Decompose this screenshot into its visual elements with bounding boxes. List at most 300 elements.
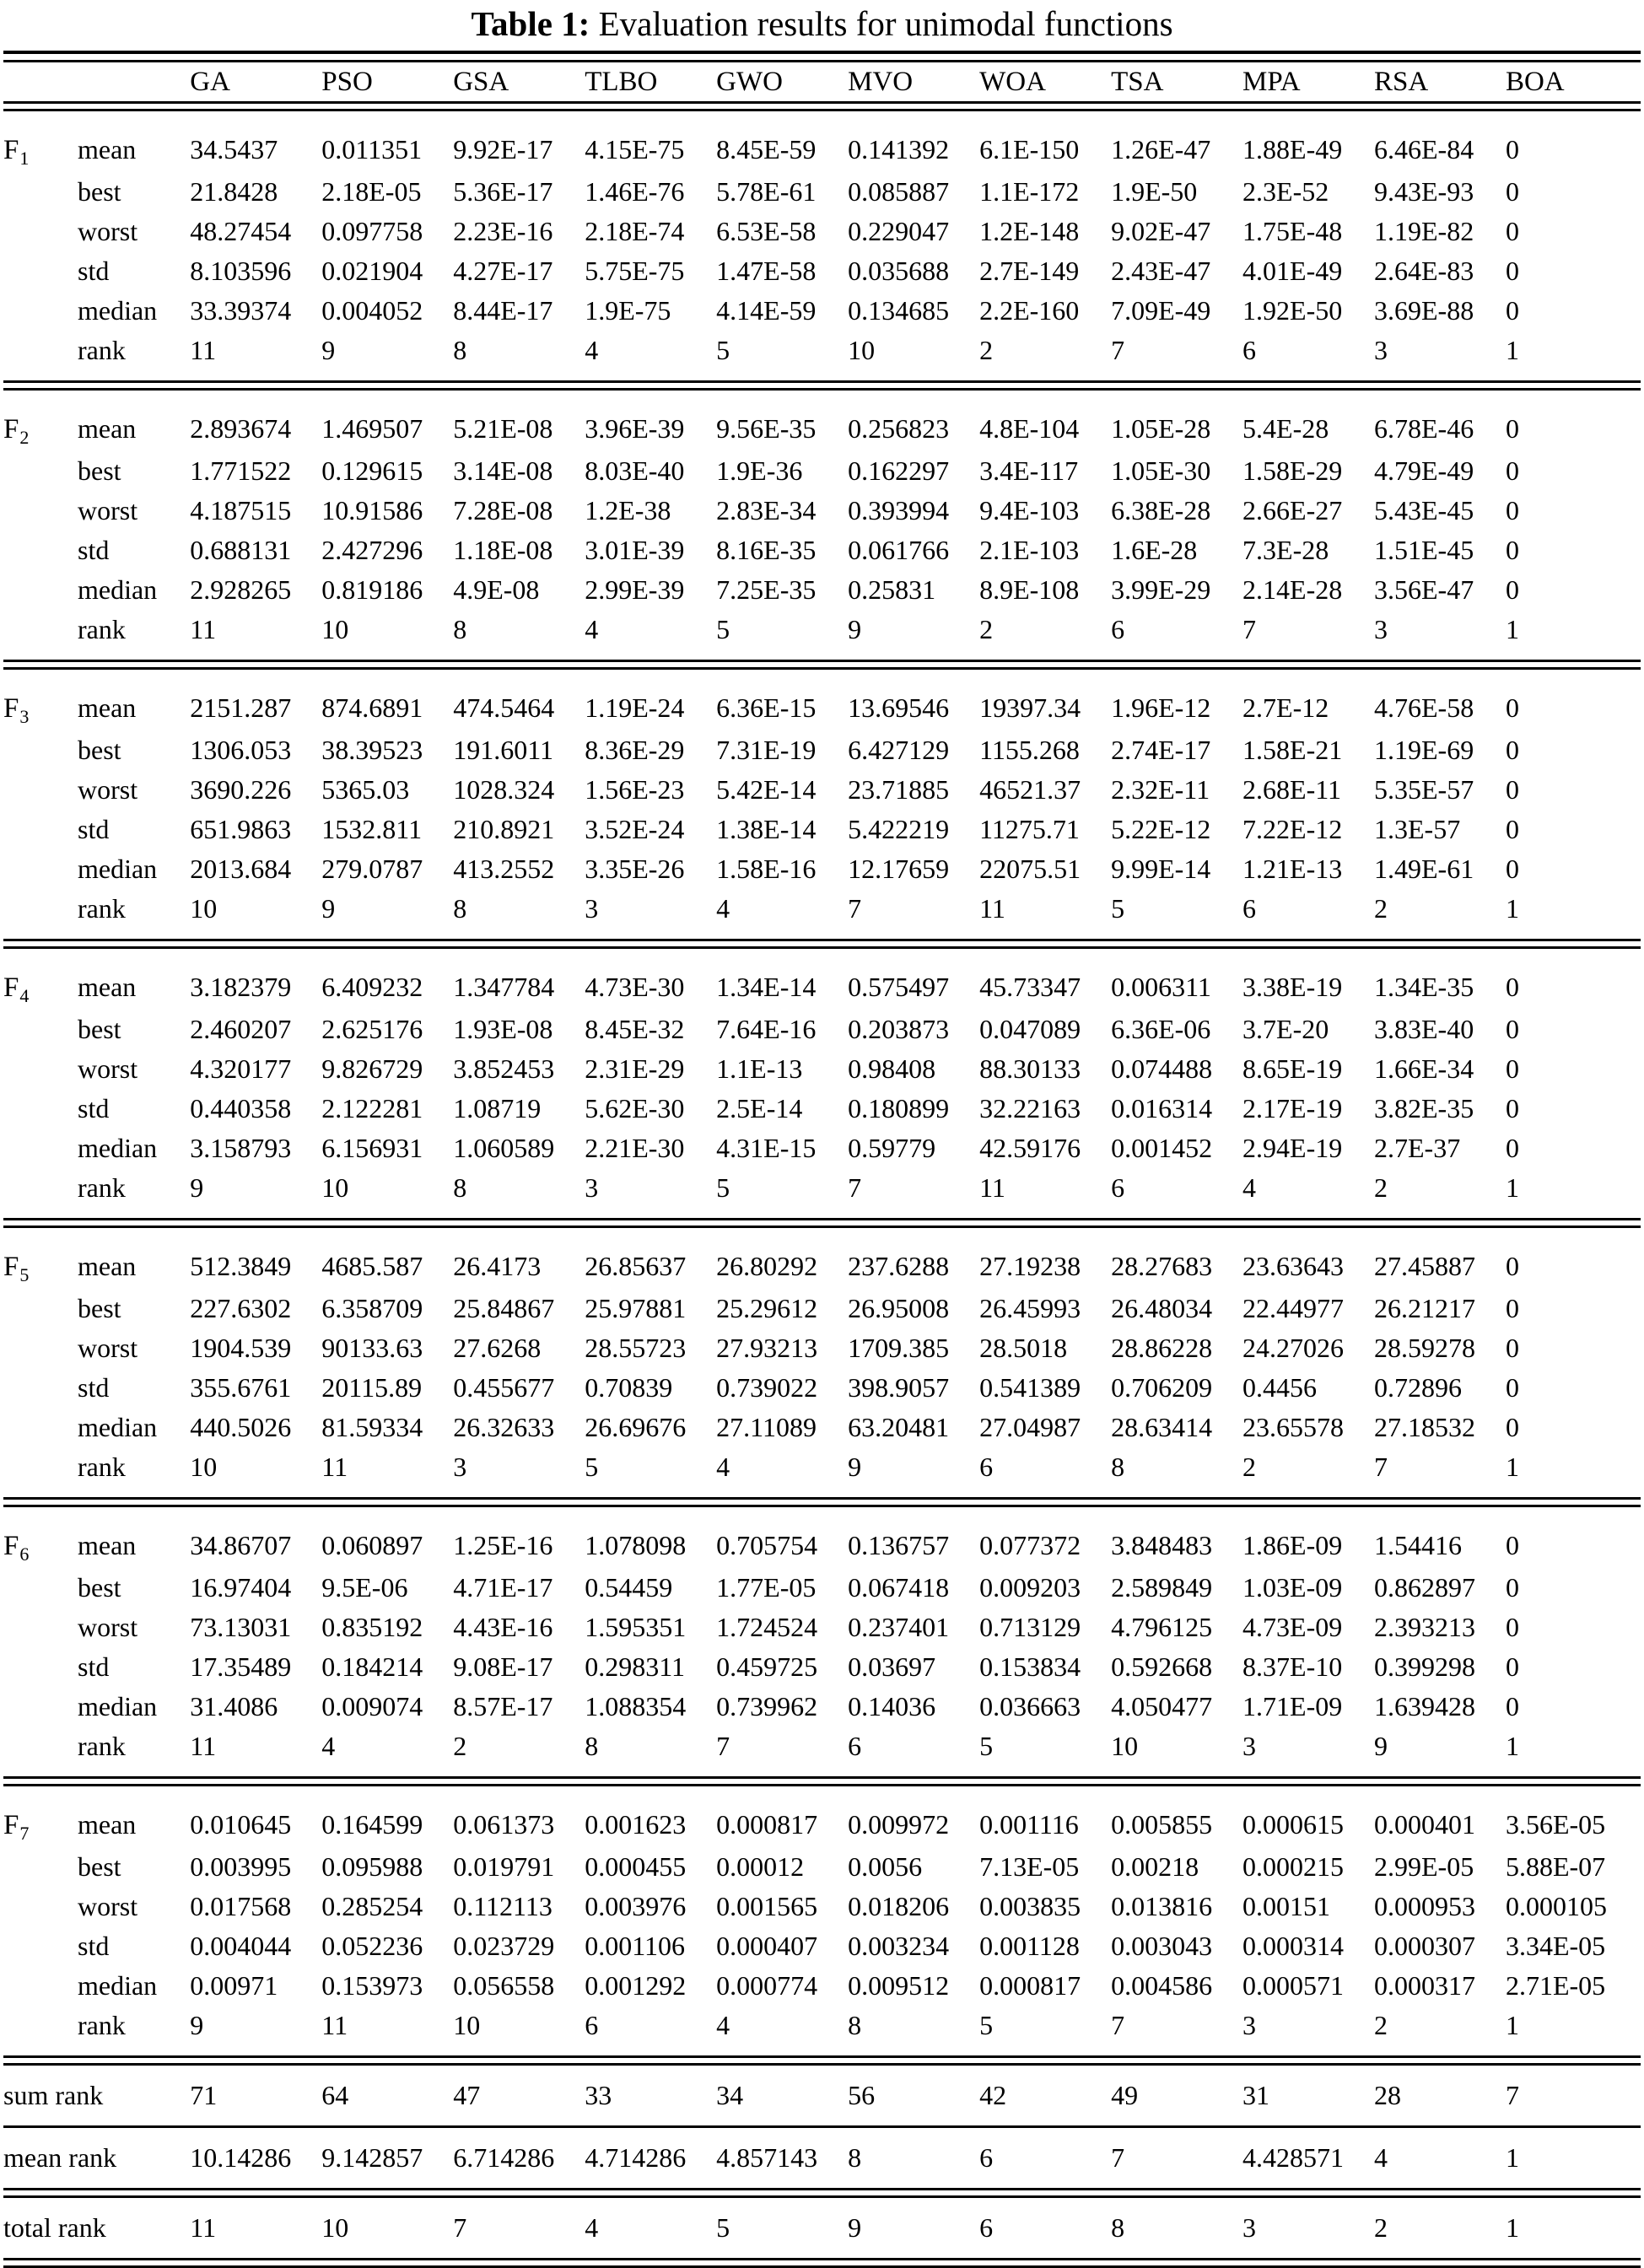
table-cell: 4.76E-58 xyxy=(1374,692,1474,723)
table-cell: 0 xyxy=(1505,1333,1519,1363)
function-name: F xyxy=(3,414,19,444)
table-cell: 1709.385 xyxy=(848,1333,950,1363)
table-cell: 0 xyxy=(1505,1093,1519,1123)
table-cell: 1.19E-24 xyxy=(585,692,685,723)
table-cell: 0.019791 xyxy=(453,1851,555,1882)
table-cell: 1.26E-47 xyxy=(1111,134,1211,164)
table-cell: 10 xyxy=(1111,1731,1139,1761)
table-cell: 10 xyxy=(190,1452,218,1482)
function-label xyxy=(3,688,78,730)
table-row xyxy=(3,770,1641,810)
table-cell: 0 xyxy=(1505,735,1519,765)
column-header-gwo: GWO xyxy=(716,67,783,97)
table-cell: 0.001565 xyxy=(716,1891,818,1921)
table-cell: 10.91586 xyxy=(321,495,423,525)
table-cell: 1.54416 xyxy=(1374,1530,1462,1560)
table-cell: 9 xyxy=(190,2010,204,2040)
table-cell: 3.35E-26 xyxy=(585,854,685,884)
table-cell: 4.14E-59 xyxy=(716,295,817,326)
table-cell: 8.45E-59 xyxy=(716,134,817,164)
table-cell: 0.023729 xyxy=(453,1931,555,1961)
table-row xyxy=(3,251,1641,291)
table-cell: 0.004052 xyxy=(321,295,423,326)
table-cell: 7 xyxy=(1374,1452,1388,1482)
table-cell: 27.11089 xyxy=(716,1412,817,1442)
table-cell: 7 xyxy=(716,1731,730,1761)
table-cell: 0.70839 xyxy=(585,1372,673,1403)
rule-cell xyxy=(3,382,1641,390)
table-cell: 48.27454 xyxy=(190,216,292,246)
table-cell: 28.55723 xyxy=(585,1333,687,1363)
summary-cell: 31 xyxy=(1242,2080,1270,2110)
summary-cell: 6.714286 xyxy=(453,2142,555,2173)
table-cell: 0.010645 xyxy=(190,1809,292,1840)
table-row xyxy=(3,331,1641,370)
stat-label: rank xyxy=(77,893,126,924)
table-cell: 0 xyxy=(1505,495,1519,525)
summary-bottom-gap xyxy=(3,2248,1641,2260)
table-cell: 88.30133 xyxy=(979,1053,1081,1084)
table-cell: 1.47E-58 xyxy=(716,256,817,286)
table-cell: 9 xyxy=(321,335,336,365)
table-cell: 0.705754 xyxy=(716,1530,818,1560)
table-cell: 0.835192 xyxy=(321,1612,423,1642)
block-separator-rule xyxy=(3,1220,1641,1227)
table-cell: 0.455677 xyxy=(453,1372,555,1403)
table-cell: 0.134685 xyxy=(848,295,950,326)
column-header-ga: GA xyxy=(190,67,230,97)
summary-cell: 3 xyxy=(1242,2212,1257,2243)
table-cell: 1.21E-13 xyxy=(1242,854,1343,884)
table-cell: 0.706209 xyxy=(1111,1372,1213,1403)
table-cell: 11275.71 xyxy=(979,814,1080,844)
table-cell: 2.68E-11 xyxy=(1242,774,1342,805)
summary-cell: 7 xyxy=(453,2212,467,2243)
function-label-empty xyxy=(3,1408,78,1447)
table-cell: 0.03697 xyxy=(848,1651,936,1682)
table-row xyxy=(3,1447,1641,1487)
table-cell: 1 xyxy=(1505,1172,1519,1203)
table-cell: 10 xyxy=(848,335,876,365)
table-body xyxy=(3,52,1641,2267)
table-row xyxy=(3,1408,1641,1447)
table-cell: 5.75E-75 xyxy=(585,256,685,286)
block-separator-rule xyxy=(3,661,1641,669)
summary-top-gap xyxy=(3,2128,1641,2138)
table-row xyxy=(3,1526,1641,1568)
table-cell: 0.003835 xyxy=(979,1891,1081,1921)
table-cell: 0.000105 xyxy=(1505,1891,1607,1921)
table-cell: 0.129615 xyxy=(321,455,423,486)
block-separator-rule xyxy=(3,940,1641,948)
table-cell: 1.93E-08 xyxy=(453,1014,553,1044)
block-bottom-gap xyxy=(3,1766,1641,1778)
table-cell: 90133.63 xyxy=(321,1333,423,1363)
table-cell: 5.36E-17 xyxy=(453,176,553,207)
table-cell: 7.09E-49 xyxy=(1111,295,1211,326)
table-cell: 1.92E-50 xyxy=(1242,295,1343,326)
table-cell: 2 xyxy=(1242,1452,1257,1482)
table-cell: 45.73347 xyxy=(979,972,1081,1002)
table-cell: 25.97881 xyxy=(585,1293,687,1323)
stat-label: mean xyxy=(77,1530,137,1560)
table-cell: 2.2E-160 xyxy=(979,295,1080,326)
rule-cell xyxy=(3,940,1641,948)
summary-cell: 47 xyxy=(453,2080,481,2110)
summary-cell: 8 xyxy=(1111,2212,1125,2243)
function-index: 4 xyxy=(19,985,30,1006)
table-cell: 0.592668 xyxy=(1111,1651,1213,1682)
table-row xyxy=(3,1727,1641,1766)
table-cell: 2.18E-05 xyxy=(321,176,422,207)
spacer-cell xyxy=(3,1208,1641,1220)
table-cell: 1.56E-23 xyxy=(585,774,685,805)
table-cell: 1.18E-08 xyxy=(453,535,553,565)
table-top-rule xyxy=(3,52,1641,62)
table-cell: 9.826729 xyxy=(321,1053,423,1084)
table-cell: 25.29612 xyxy=(716,1293,818,1323)
table-cell: 3.01E-39 xyxy=(585,535,685,565)
table-cell: 13.69546 xyxy=(848,692,950,723)
table-cell: 26.69676 xyxy=(585,1412,687,1442)
stat-label: best xyxy=(77,176,121,207)
table-cell: 11 xyxy=(321,1452,348,1482)
table-cell: 0.000317 xyxy=(1374,1970,1475,2001)
table-cell: 22075.51 xyxy=(979,854,1081,884)
table-cell: 0.98408 xyxy=(848,1053,936,1084)
block-bottom-gap xyxy=(3,1208,1641,1220)
table-row xyxy=(3,1847,1641,1887)
table-cell: 1.639428 xyxy=(1374,1691,1475,1721)
table-cell: 6 xyxy=(979,1452,994,1482)
table-cell: 2.14E-28 xyxy=(1242,574,1343,605)
summary-separator-rule xyxy=(3,2260,1641,2267)
table-cell: 0 xyxy=(1505,455,1519,486)
table-cell: 4.8E-104 xyxy=(979,413,1080,444)
function-name: F xyxy=(3,1810,19,1840)
table-cell: 7 xyxy=(1111,335,1125,365)
table-cell: 1.1E-13 xyxy=(716,1053,803,1084)
table-cell: 0.004586 xyxy=(1111,1970,1213,2001)
column-header-woa: WOA xyxy=(979,67,1046,97)
table-cell: 1.08719 xyxy=(453,1093,542,1123)
stat-label: std xyxy=(77,1931,110,1961)
table-cell: 7.13E-05 xyxy=(979,1851,1080,1882)
table-row xyxy=(3,1129,1641,1168)
table-cell: 398.9057 xyxy=(848,1372,950,1403)
table-cell: 7.3E-28 xyxy=(1242,535,1329,565)
table-cell: 0.003976 xyxy=(585,1891,687,1921)
column-header-tlbo: TLBO xyxy=(585,67,658,97)
spacer-cell xyxy=(3,2178,1641,2190)
table-cell: 7.31E-19 xyxy=(716,735,817,765)
table-cell: 1155.268 xyxy=(979,735,1080,765)
table-cell: 9 xyxy=(1374,1731,1388,1761)
table-cell: 4 xyxy=(1242,1172,1257,1203)
table-row xyxy=(3,1289,1641,1328)
summary-cell: 6 xyxy=(979,2212,994,2243)
table-cell: 8.103596 xyxy=(190,256,292,286)
table-cell: 0.229047 xyxy=(848,216,950,246)
table-cell: 5.21E-08 xyxy=(453,413,553,444)
stat-label: std xyxy=(77,535,110,565)
table-cell: 6.358709 xyxy=(321,1293,423,1323)
table-cell: 42.59176 xyxy=(979,1133,1081,1163)
table-cell: 1904.539 xyxy=(190,1333,292,1363)
header-function-col xyxy=(3,62,78,103)
table-cell: 0 xyxy=(1505,256,1519,286)
function-label-empty xyxy=(3,849,78,889)
table-cell: 1.088354 xyxy=(585,1691,687,1721)
block-separator-rule xyxy=(3,382,1641,390)
table-cell: 2 xyxy=(453,1731,467,1761)
stat-label: rank xyxy=(77,335,126,365)
table-cell: 0.047089 xyxy=(979,1014,1081,1044)
table-cell: 0 xyxy=(1505,535,1519,565)
function-label-empty xyxy=(3,212,78,251)
table-cell: 0.713129 xyxy=(979,1612,1081,1642)
table-cell: 0.097758 xyxy=(321,216,423,246)
table-cell: 8 xyxy=(848,2010,862,2040)
stat-label: best xyxy=(77,1293,121,1323)
spacer-cell xyxy=(3,2197,1641,2209)
table-cell: 2013.684 xyxy=(190,854,292,884)
table-cell: 0.061766 xyxy=(848,535,950,565)
table-cell: 3.848483 xyxy=(1111,1530,1213,1560)
table-cell: 0 xyxy=(1505,1251,1519,1281)
spacer-cell xyxy=(3,390,1641,410)
table-cell: 0.001292 xyxy=(585,1970,687,2001)
table-cell: 2.5E-14 xyxy=(716,1093,803,1123)
table-cell: 0.399298 xyxy=(1374,1651,1475,1682)
function-label-empty xyxy=(3,1010,78,1049)
table-cell: 440.5026 xyxy=(190,1412,292,1442)
caption-text: Evaluation results for unimodal functions xyxy=(598,4,1173,43)
table-row xyxy=(3,1247,1641,1289)
table-cell: 355.6761 xyxy=(190,1372,292,1403)
table-cell: 0.14036 xyxy=(848,1691,936,1721)
table-cell: 5 xyxy=(716,1172,730,1203)
function-label-empty xyxy=(3,1966,78,2006)
summary-cell: 7 xyxy=(1505,2080,1519,2110)
rule-cell xyxy=(3,661,1641,669)
table-cell: 0.00218 xyxy=(1111,1851,1199,1882)
stat-label: rank xyxy=(77,1172,126,1203)
table-cell: 63.20481 xyxy=(848,1412,950,1442)
stat-label: best xyxy=(77,735,121,765)
stat-label: mean xyxy=(77,134,137,164)
table-cell: 7.25E-35 xyxy=(716,574,817,605)
table-cell: 8 xyxy=(1111,1452,1125,1482)
function-label xyxy=(3,967,78,1010)
table-cell: 0 xyxy=(1505,216,1519,246)
table-cell: 0.162297 xyxy=(848,455,950,486)
table-row xyxy=(3,1647,1641,1687)
table-cell: 0.035688 xyxy=(848,256,950,286)
rule-cell xyxy=(3,2190,1641,2197)
table-cell: 3 xyxy=(585,893,599,924)
block-top-gap xyxy=(3,1227,1641,1247)
summary-label: mean rank xyxy=(3,2142,117,2173)
table-cell: 3690.226 xyxy=(190,774,292,805)
table-cell: 210.8921 xyxy=(453,814,555,844)
column-header-mpa: MPA xyxy=(1242,67,1301,97)
table-cell: 1.58E-21 xyxy=(1242,735,1343,765)
summary-cell: 33 xyxy=(585,2080,612,2110)
table-cell: 1.88E-49 xyxy=(1242,134,1343,164)
table-cell: 0.052236 xyxy=(321,1931,423,1961)
table-cell: 3 xyxy=(453,1452,467,1482)
table-cell: 9.56E-35 xyxy=(716,413,817,444)
table-cell: 8.9E-108 xyxy=(979,574,1080,605)
table-cell: 474.5464 xyxy=(453,692,555,723)
spacer-cell xyxy=(3,1506,1641,1527)
block-top-gap xyxy=(3,390,1641,410)
table-cell: 7.22E-12 xyxy=(1242,814,1343,844)
spacer-cell xyxy=(3,1766,1641,1778)
table-cell: 2.74E-17 xyxy=(1111,735,1211,765)
summary-cell: 10.14286 xyxy=(190,2142,292,2173)
table-cell: 0.180899 xyxy=(848,1093,950,1123)
table-cell: 0 xyxy=(1505,774,1519,805)
table-cell: 2.71E-05 xyxy=(1505,1970,1606,2001)
table-cell: 1.66E-34 xyxy=(1374,1053,1474,1084)
table-cell: 0.440358 xyxy=(190,1093,292,1123)
table-cell: 27.04987 xyxy=(979,1412,1081,1442)
stat-label: median xyxy=(77,295,158,326)
table-cell: 3.56E-47 xyxy=(1374,574,1474,605)
table-cell: 3 xyxy=(1242,2010,1257,2040)
block-top-gap xyxy=(3,669,1641,689)
block-top-gap xyxy=(3,948,1641,968)
summary-cell: 28 xyxy=(1374,2080,1401,2110)
table-cell: 2.7E-12 xyxy=(1242,692,1329,723)
function-label-empty xyxy=(3,1328,78,1368)
table-cell: 4.73E-30 xyxy=(585,972,685,1002)
table-cell: 6.53E-58 xyxy=(716,216,817,246)
table-cell: 0.018206 xyxy=(848,1891,950,1921)
table-cell: 8.57E-17 xyxy=(453,1691,553,1721)
table-cell: 6.1E-150 xyxy=(979,134,1080,164)
summary-cell: 1 xyxy=(1505,2212,1519,2243)
table-cell: 5.43E-45 xyxy=(1374,495,1474,525)
table-cell: 3.158793 xyxy=(190,1133,292,1163)
table-cell: 26.32633 xyxy=(453,1412,555,1442)
table-cell: 0.203873 xyxy=(848,1014,950,1044)
table-cell: 25.84867 xyxy=(453,1293,555,1323)
stat-label: worst xyxy=(77,216,138,246)
table-cell: 0 xyxy=(1505,1651,1519,1682)
function-label-empty xyxy=(3,1926,78,1966)
table-cell: 0.141392 xyxy=(848,134,950,164)
stat-label: rank xyxy=(77,1452,126,1482)
table-cell: 4.15E-75 xyxy=(585,134,685,164)
table-cell: 6.427129 xyxy=(848,735,950,765)
table-cell: 3 xyxy=(1374,335,1388,365)
summary-separator-rule xyxy=(3,2190,1641,2197)
column-header-gsa: GSA xyxy=(453,67,509,97)
table-row xyxy=(3,610,1641,649)
function-label-empty xyxy=(3,610,78,649)
summary-cell: 4.857143 xyxy=(716,2142,818,2173)
table-cell: 28.5018 xyxy=(979,1333,1068,1363)
table-cell: 0.298311 xyxy=(585,1651,685,1682)
table-cell: 2.893674 xyxy=(190,413,292,444)
table-cell: 0.00971 xyxy=(190,1970,278,2001)
table-cell: 0.000817 xyxy=(716,1809,818,1840)
stat-label: mean xyxy=(77,1809,137,1840)
function-label-empty xyxy=(3,1727,78,1766)
table-cell: 0 xyxy=(1505,814,1519,844)
table-cell: 4.01E-49 xyxy=(1242,256,1343,286)
table-cell: 651.9863 xyxy=(190,814,292,844)
block-top-gap xyxy=(3,110,1641,131)
table-cell: 8 xyxy=(453,1172,467,1203)
table-cell: 3.38E-19 xyxy=(1242,972,1343,1002)
spacer-cell xyxy=(3,929,1641,940)
table-cell: 1.05E-30 xyxy=(1111,455,1211,486)
table-cell: 4 xyxy=(716,1452,730,1482)
table-cell: 8 xyxy=(453,335,467,365)
table-cell: 5.422219 xyxy=(848,814,950,844)
table-cell: 0.688131 xyxy=(190,535,292,565)
function-label xyxy=(3,130,78,172)
table-cell: 413.2552 xyxy=(453,854,555,884)
rule-cell xyxy=(3,1220,1641,1227)
function-label-empty xyxy=(3,331,78,370)
stat-label: mean xyxy=(77,413,137,444)
column-header-rsa: RSA xyxy=(1374,67,1429,97)
header-bottom-rule xyxy=(3,103,1641,110)
block-bottom-gap xyxy=(3,1487,1641,1499)
table-cell: 2.427296 xyxy=(321,535,423,565)
table-row xyxy=(3,688,1641,730)
table-cell: 1.96E-12 xyxy=(1111,692,1211,723)
table-cell: 23.71885 xyxy=(848,774,950,805)
table-cell: 0.393994 xyxy=(848,495,950,525)
table-cell: 0.003234 xyxy=(848,1931,950,1961)
table-cell: 73.13031 xyxy=(190,1612,292,1642)
table-cell: 5 xyxy=(1111,893,1125,924)
table-cell: 5.88E-07 xyxy=(1505,1851,1606,1882)
spacer-cell xyxy=(3,1786,1641,1806)
table-cell: 874.6891 xyxy=(321,692,423,723)
table-cell: 9.92E-17 xyxy=(453,134,553,164)
table-cell: 1.38E-14 xyxy=(716,814,817,844)
spacer-cell xyxy=(3,669,1641,689)
table-cell: 0.459725 xyxy=(716,1651,818,1682)
rule-cell xyxy=(3,2260,1641,2267)
summary-cell: 5 xyxy=(716,2212,730,2243)
table-cell: 2.7E-149 xyxy=(979,256,1080,286)
function-index: 1 xyxy=(19,148,30,169)
table-cell: 0.001452 xyxy=(1111,1133,1213,1163)
function-label xyxy=(3,1526,78,1568)
table-row xyxy=(3,967,1641,1010)
table-row xyxy=(3,1608,1641,1647)
table-cell: 0 xyxy=(1505,1053,1519,1084)
table-cell: 0 xyxy=(1505,854,1519,884)
summary-row xyxy=(3,2138,1641,2178)
table-cell: 1 xyxy=(1505,335,1519,365)
table-cell: 0.001116 xyxy=(979,1809,1079,1840)
table-cell: 6.409232 xyxy=(321,972,423,1002)
table-cell: 1.19E-82 xyxy=(1374,216,1474,246)
table-cell: 3.7E-20 xyxy=(1242,1014,1329,1044)
table-cell: 1.05E-28 xyxy=(1111,413,1211,444)
table-row xyxy=(3,889,1641,929)
block-separator-rule xyxy=(3,1778,1641,1786)
